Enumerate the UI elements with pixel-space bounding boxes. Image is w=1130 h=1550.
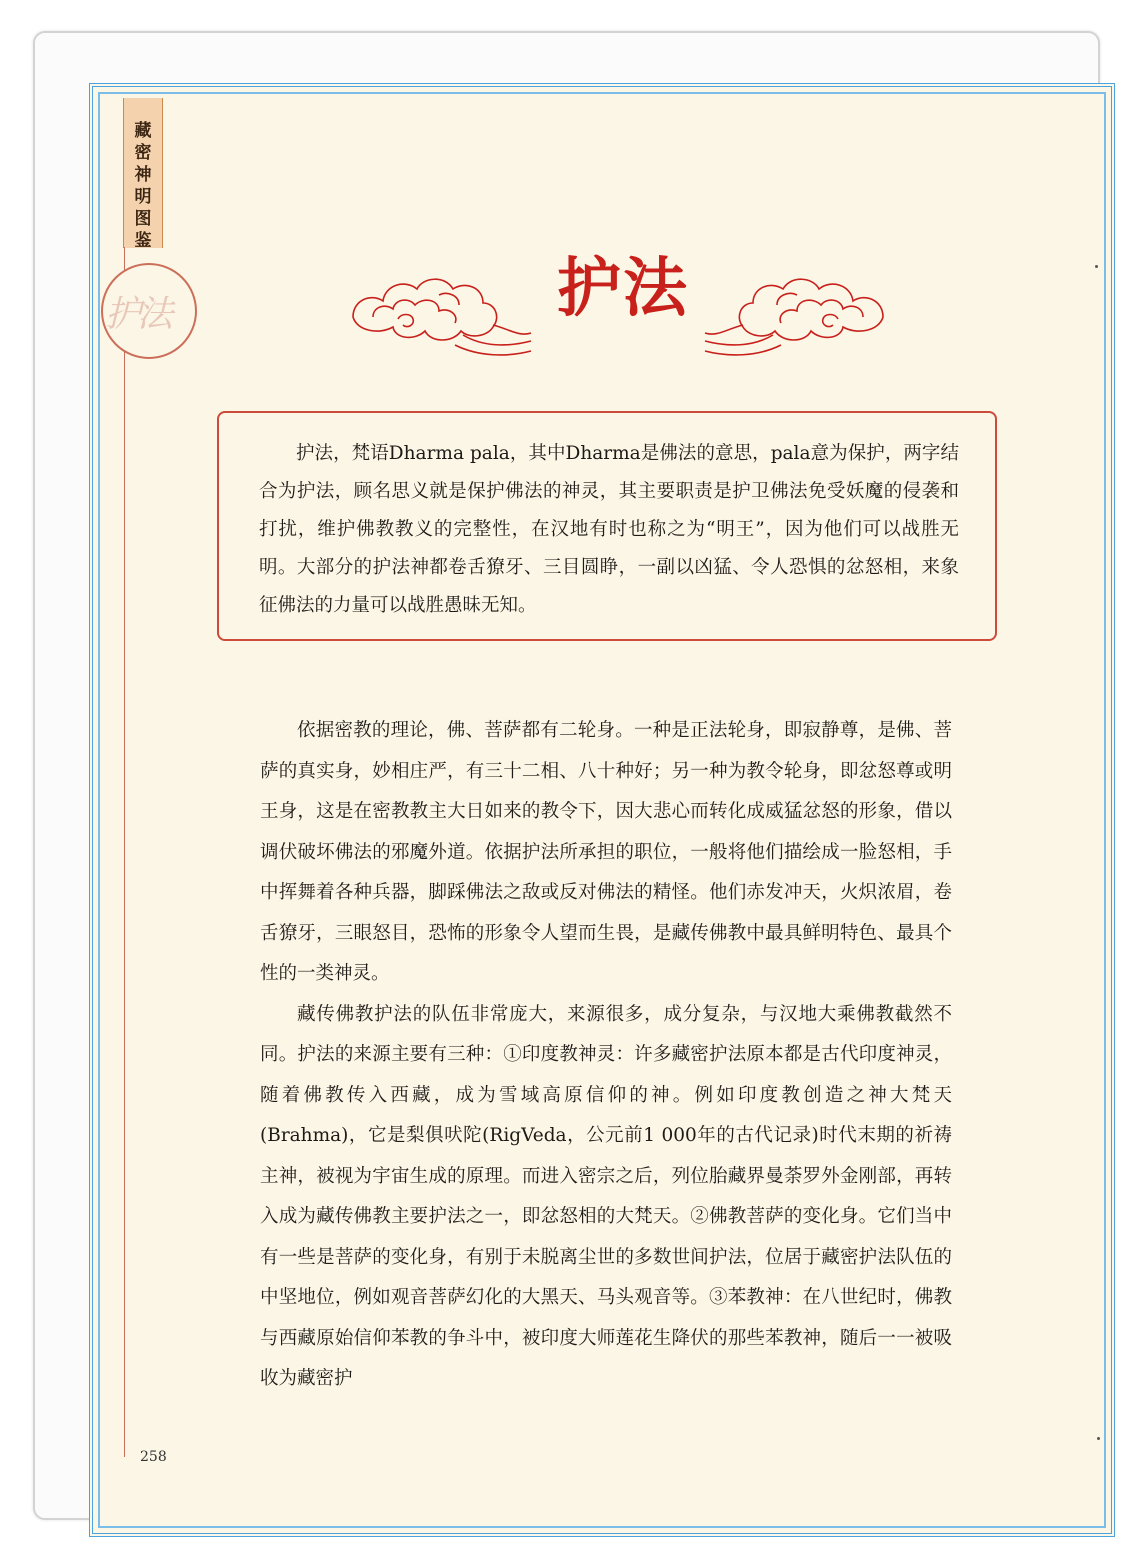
page-border [89, 83, 1115, 1537]
speck [1097, 1437, 1100, 1440]
chapter-title: 护法 [557, 252, 689, 326]
page-number: 258 [140, 1449, 167, 1465]
book-title-char: 图 [134, 209, 152, 229]
book-title-char: 藏 [134, 121, 152, 141]
body-paragraph: 藏传佛教护法的队伍非常庞大，来源很多，成分复杂，与汉地大乘佛教截然不同。护法的来源主要有三种：①印度教神灵：许多藏密护法原本都是古代印度神灵，随着佛教传入西藏，成为雪域高原信仰的神。例如印度教创造之神大梵天(Brahma)，它是梨俱吠陀(RigVeda，公元前1 000年的古代记录)时代末期的祈祷主神，被视为宇宙生成的原理。而进入密宗之后，列位胎藏界曼荼罗外金刚部，再转入成为藏传佛教主要护法之一，即忿怒相的大梵天。②佛教菩萨的变化身。它们当中有一些是菩萨的变化身，有别于未脱离尘世的多数世间护法，位居于藏密护法队伍的中坚地位，例如观音菩萨幻化的大黑天、马头观音等。③苯教神：在八世纪时，佛教与西藏原始信仰苯教的争斗中，被印度大师莲花生降伏的那些苯教神，随后一一被吸收为藏密护 [260, 1003, 952, 1389]
intro-paragraph: 护法，梵语Dharma pala，其中Dharma是佛法的意思，pala意为保护，两字结合为护法，顾名思义就是保护佛法的神灵，其主要职责是护卫佛法免受妖魔的侵袭和打扰，维护佛教教义的完整性，在汉地有时也称之为“明王”，因为他们可以战胜无明。大部分的护法神都卷舌獠牙、三目圆睁，一副以凶猛、令人恐惧的忿怒相，来象征佛法的力量可以战胜愚昧无知。 [259, 443, 959, 616]
book-title-char: 明 [134, 187, 152, 207]
cloud-ornament-left-icon [343, 255, 533, 365]
book-title-tab [123, 98, 163, 251]
speck [1095, 265, 1098, 268]
chapter-seal-text: 护法 [104, 293, 169, 335]
book-title-char: 鉴 [134, 231, 152, 251]
book-title-char: 密 [134, 143, 152, 163]
intro-box [217, 411, 997, 641]
book-title-char: 神 [134, 165, 152, 185]
page-outer-frame [33, 31, 1100, 1520]
chapter-seal [101, 263, 197, 359]
body-paragraph: 依据密教的理论，佛、菩萨都有二轮身。一种是正法轮身，即寂静尊，是佛、菩萨的真实身，妙相庄严，有三十二相、八十种好；另一种为教令轮身，即忿怒尊或明王身，这是在密教教主大日如来的教令下，因大悲心而转化成威猛忿怒的形象，借以调伏破坏佛法的邪魔外道。依据护法所承担的职位，一般将他们描绘成一脸怒相，手中挥舞着各种兵器，脚踩佛法之敌或反对佛法的精怪。他们赤发冲天，火炽浓眉，卷舌獠牙，三眼怒目，恐怖的形象令人望而生畏，是藏传佛教中最具鲜明特色、最具个性的一类神灵。 [260, 720, 952, 984]
side-line [124, 247, 125, 1457]
body-text [260, 711, 952, 1400]
cloud-ornament-right-icon [703, 255, 893, 365]
